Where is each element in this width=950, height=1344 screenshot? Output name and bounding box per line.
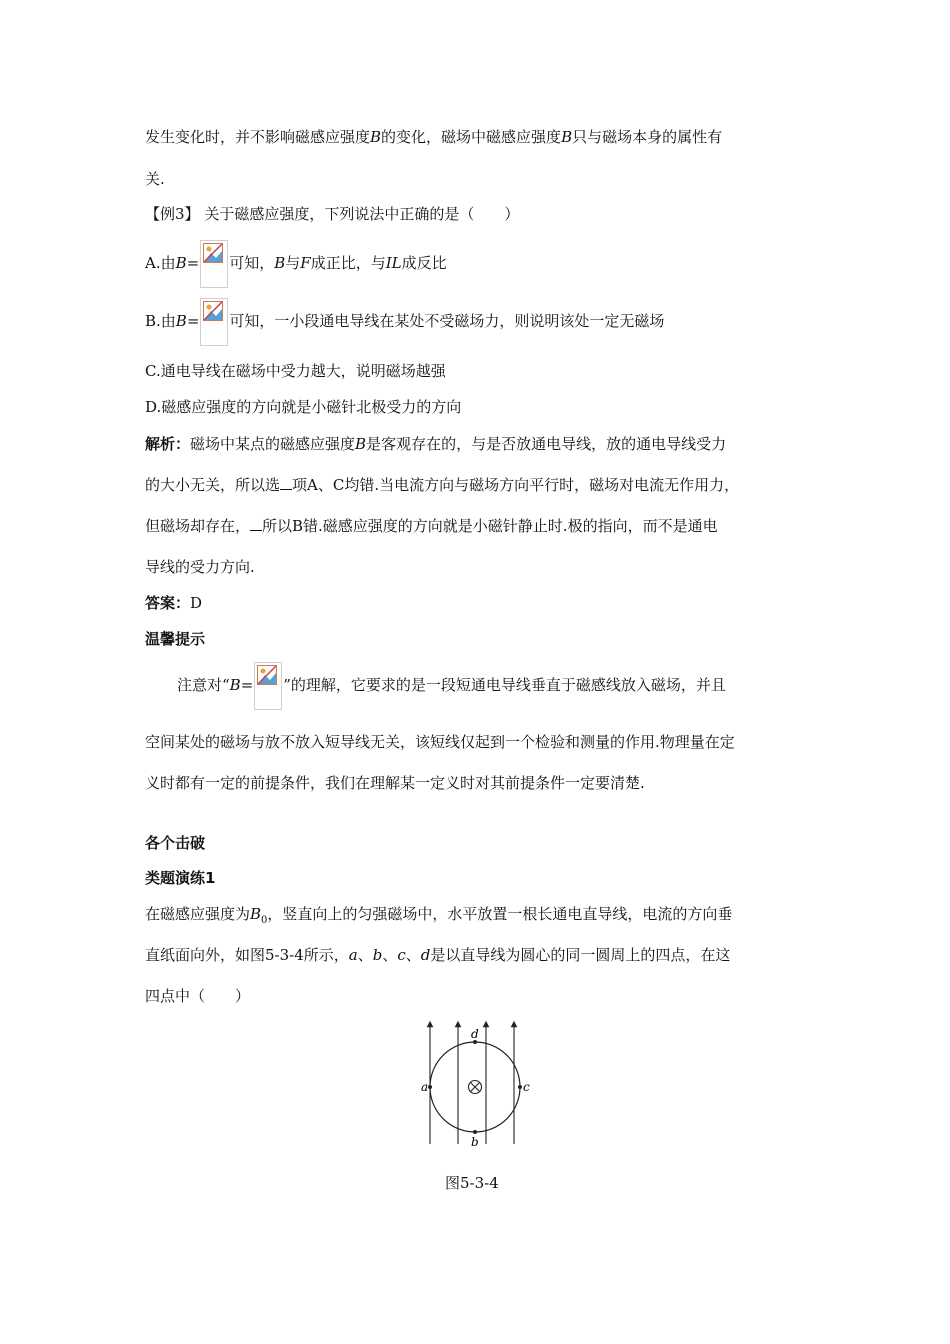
broken-image-icon — [203, 301, 223, 321]
section-title: 各个击破 — [145, 834, 206, 852]
var-B0: B — [250, 905, 262, 923]
option-d: D.磁感应强度的方向就是小磁针北极受力的方向 — [145, 398, 462, 416]
var-B: B — [355, 435, 367, 453]
underline-mark — [250, 522, 262, 531]
var-B: B — [274, 254, 286, 272]
text: 可知，一小段通电导线在某处不受磁场力，则说明该处一定无磁场 — [229, 312, 665, 330]
var-c: c — [397, 946, 406, 964]
label-b: b — [471, 1135, 479, 1149]
formula-image-placeholder — [254, 662, 282, 710]
var-a: a — [348, 946, 358, 964]
formula-text: B= — [229, 676, 254, 694]
tip-line-1 — [177, 662, 726, 710]
separator: 、 — [405, 946, 421, 964]
underline-mark — [280, 481, 292, 490]
figure-caption: 图5-3-4 — [445, 1174, 499, 1192]
text: ，竖直向上的匀强磁场中，水平放置一根长通电直导线，电流的方向垂 — [267, 905, 733, 923]
var-B: B — [561, 128, 573, 146]
formula-text: B= — [175, 312, 200, 330]
text: 但磁场却存在， — [145, 517, 251, 535]
text: 发生变化时，并不影响磁感应强度 — [145, 128, 371, 146]
answer-label: 答案： — [145, 594, 191, 612]
text: 可知， — [229, 254, 275, 272]
var-d: d — [420, 946, 431, 964]
point-a — [428, 1085, 432, 1089]
problem-line-3: 四点中（ ） — [145, 987, 251, 1005]
section-subtitle: 类题演练1 — [145, 869, 216, 887]
problem-line-2 — [145, 944, 730, 966]
intro-line-2: 关. — [145, 170, 165, 188]
text: 的变化，磁场中磁感应强度 — [381, 128, 562, 146]
example-title — [145, 203, 519, 225]
problem-line-1 — [145, 903, 732, 932]
text: 的大小无关，所以选 — [145, 476, 281, 494]
analysis-label: 解析： — [145, 435, 191, 453]
text: 成反比 — [401, 254, 447, 272]
var-IL: IL — [385, 254, 402, 272]
point-c — [518, 1085, 522, 1089]
intro-line-1 — [145, 126, 722, 148]
text: 注意对“ — [177, 676, 230, 694]
broken-image-icon — [257, 665, 277, 685]
text: 与 — [285, 254, 301, 272]
var-b: b — [372, 946, 383, 964]
magnetic-field-figure — [412, 1018, 542, 1153]
text: ”的理解，它要求的是一段短通电导线垂直于磁感线放入磁场，并且 — [283, 676, 726, 694]
text: 在磁感应强度为 — [145, 905, 251, 923]
var-F: F — [300, 254, 311, 272]
analysis-line-3 — [145, 515, 718, 537]
separator: 、 — [357, 946, 373, 964]
tip-title: 温馨提示 — [145, 630, 206, 648]
formula-image-placeholder — [200, 240, 228, 288]
formula-image-placeholder — [200, 298, 228, 346]
text: B.由 — [145, 312, 176, 330]
point-b — [473, 1130, 477, 1134]
text: 项A、C均错.当电流方向与磁场方向平行时，磁场对电流无作用力， — [292, 476, 740, 494]
wire-out-of-page-icon — [469, 1081, 482, 1094]
text: A.由 — [145, 254, 176, 272]
label-c: c — [523, 1080, 530, 1094]
text: 磁场中某点的磁感应强度 — [190, 435, 356, 453]
label-d: d — [471, 1027, 479, 1041]
text: 成正比，与 — [310, 254, 386, 272]
text: 只与磁场本身的属性有 — [572, 128, 723, 146]
analysis-line-2 — [145, 474, 739, 496]
example-question: 关于磁感应强度，下列说法中正确的是（ ） — [204, 205, 520, 223]
analysis-line-1 — [145, 433, 726, 455]
option-b — [145, 298, 664, 346]
analysis-line-4: 导线的受力方向. — [145, 558, 255, 576]
broken-image-icon — [203, 243, 223, 263]
tip-line-2: 空间某处的磁场与放不放入短导线无关，该短线仅起到一个检验和测量的作用.物理量在定 — [145, 733, 735, 751]
text: 是客观存在的，与是否放通电导线，放的通电导线受力 — [366, 435, 727, 453]
text: 所以B错.磁感应强度的方向就是小磁针静止时.极的指向，而不是通电 — [262, 517, 718, 535]
separator: 、 — [382, 946, 398, 964]
text: 直纸面向外，如图5-3-4所示， — [145, 946, 349, 964]
option-c: C.通电导线在磁场中受力越大，说明磁场越强 — [145, 362, 446, 380]
tip-line-3: 义时都有一定的前提条件，我们在理解某一定义时对其前提条件一定要清楚. — [145, 774, 645, 792]
answer — [145, 592, 202, 614]
var-B: B — [370, 128, 382, 146]
formula-text: B= — [175, 254, 200, 272]
var-B0-subscript: 0 — [261, 915, 268, 926]
label-a: a — [421, 1080, 429, 1094]
example-label: 【例3】 — [145, 205, 200, 223]
option-a — [145, 240, 447, 288]
text: 是以直导线为圆心的同一圆周上的四点，在这 — [430, 946, 731, 964]
answer-value: D — [190, 594, 203, 612]
